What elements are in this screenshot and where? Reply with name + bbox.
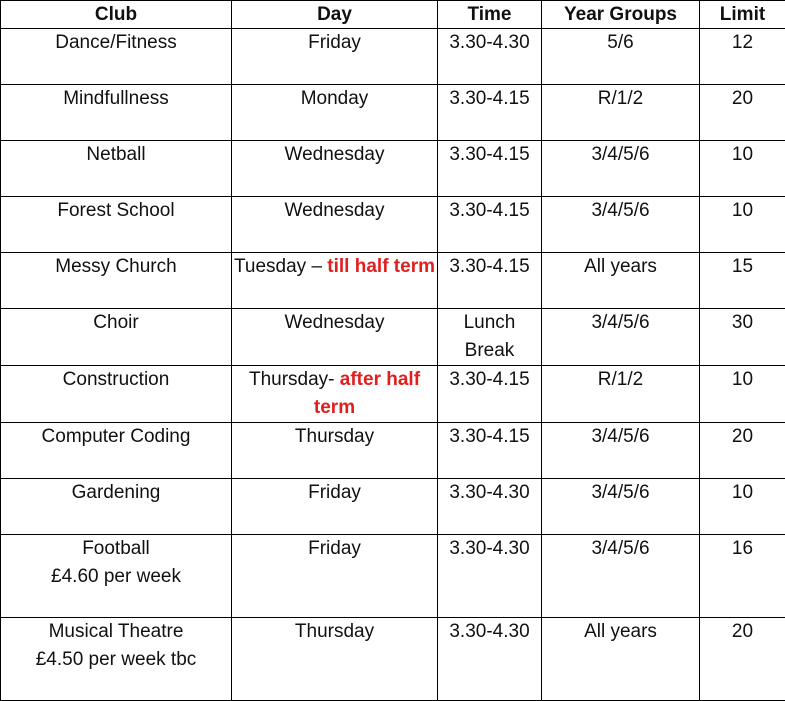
club-cell	[1, 535, 232, 618]
club-price: £4.50 per week tbc	[3, 646, 229, 674]
club-price: £4.60 per week	[3, 563, 229, 591]
table-row	[1, 366, 785, 423]
table-row	[1, 618, 785, 701]
club-name: Gardening	[3, 479, 229, 507]
year-groups-value: 3/4/5/6	[544, 141, 697, 169]
time-cell	[438, 479, 542, 535]
time-cell	[438, 366, 542, 423]
table-row	[1, 423, 785, 479]
year-groups-cell	[542, 85, 700, 141]
time-value: Lunch	[440, 309, 539, 337]
time-value: 3.30-4.15	[440, 253, 539, 281]
day-cell	[232, 535, 438, 618]
time-value: 3.30-4.30	[440, 29, 539, 57]
day-cell	[232, 85, 438, 141]
day-cell	[232, 479, 438, 535]
limit-cell	[700, 535, 785, 618]
day-cell	[232, 197, 438, 253]
table-row	[1, 535, 785, 618]
year-groups-cell	[542, 197, 700, 253]
day-note: till half term	[327, 256, 435, 277]
day-name: Thursday-	[249, 369, 335, 390]
limit-value: 20	[702, 85, 783, 113]
club-cell	[1, 141, 232, 197]
day-with-note	[234, 256, 435, 277]
day-name: Friday	[234, 29, 435, 57]
limit-value: 10	[702, 366, 783, 394]
day-name: Monday	[234, 85, 435, 113]
club-name: Dance/Fitness	[3, 29, 229, 57]
day-name: Tuesday –	[234, 256, 322, 277]
header-year-groups: Year Groups	[542, 1, 700, 29]
header-time: Time	[438, 1, 542, 29]
limit-value: 10	[702, 197, 783, 225]
year-groups-value: 3/4/5/6	[544, 535, 697, 563]
year-groups-value: 3/4/5/6	[544, 197, 697, 225]
year-groups-value: 3/4/5/6	[544, 423, 697, 451]
limit-value: 12	[702, 29, 783, 57]
limit-cell	[700, 85, 785, 141]
club-name: Computer Coding	[3, 423, 229, 451]
time-value: 3.30-4.30	[440, 479, 539, 507]
year-groups-value: 3/4/5/6	[544, 309, 697, 337]
limit-cell	[700, 309, 785, 366]
time-value: 3.30-4.30	[440, 618, 539, 646]
table-row	[1, 309, 785, 366]
club-cell	[1, 309, 232, 366]
time-value: 3.30-4.30	[440, 535, 539, 563]
time-value: 3.30-4.15	[440, 366, 539, 394]
time-value-line2: Break	[440, 337, 539, 365]
header-day: Day	[232, 1, 438, 29]
limit-value: 20	[702, 618, 783, 646]
limit-cell	[700, 423, 785, 479]
year-groups-value: 5/6	[544, 29, 697, 57]
club-cell	[1, 618, 232, 701]
limit-cell	[700, 479, 785, 535]
day-with-note	[249, 369, 420, 418]
limit-cell	[700, 197, 785, 253]
header-limit: Limit	[700, 1, 785, 29]
year-groups-cell	[542, 535, 700, 618]
year-groups-cell	[542, 141, 700, 197]
club-name: Netball	[3, 141, 229, 169]
time-cell	[438, 253, 542, 309]
day-cell	[232, 253, 438, 309]
table-row	[1, 141, 785, 197]
day-note: after half term	[314, 369, 420, 418]
limit-cell	[700, 618, 785, 701]
club-cell	[1, 366, 232, 423]
time-value: 3.30-4.15	[440, 141, 539, 169]
limit-value: 30	[702, 309, 783, 337]
limit-value: 10	[702, 479, 783, 507]
time-cell	[438, 535, 542, 618]
table-row	[1, 197, 785, 253]
club-name: Choir	[3, 309, 229, 337]
club-cell	[1, 423, 232, 479]
limit-value: 20	[702, 423, 783, 451]
limit-value: 16	[702, 535, 783, 563]
year-groups-cell	[542, 423, 700, 479]
club-cell	[1, 197, 232, 253]
limit-value: 10	[702, 141, 783, 169]
day-cell	[232, 423, 438, 479]
header-row	[1, 1, 785, 29]
day-name: Thursday	[234, 618, 435, 646]
year-groups-cell	[542, 29, 700, 85]
club-name: Football	[3, 535, 229, 563]
time-cell	[438, 197, 542, 253]
time-cell	[438, 85, 542, 141]
year-groups-cell	[542, 479, 700, 535]
day-name: Thursday	[234, 423, 435, 451]
limit-cell	[700, 29, 785, 85]
time-cell	[438, 141, 542, 197]
table-row	[1, 479, 785, 535]
year-groups-cell	[542, 366, 700, 423]
table-row	[1, 29, 785, 85]
time-cell	[438, 423, 542, 479]
year-groups-value: R/1/2	[544, 366, 697, 394]
day-name: Wednesday	[234, 141, 435, 169]
day-name: Wednesday	[234, 197, 435, 225]
year-groups-value: 3/4/5/6	[544, 479, 697, 507]
limit-value: 15	[702, 253, 783, 281]
day-name: Wednesday	[234, 309, 435, 337]
club-cell	[1, 253, 232, 309]
header-club: Club	[1, 1, 232, 29]
club-cell	[1, 85, 232, 141]
time-value: 3.30-4.15	[440, 423, 539, 451]
limit-cell	[700, 366, 785, 423]
year-groups-value: All years	[544, 618, 697, 646]
club-name: Construction	[3, 366, 229, 394]
day-cell	[232, 29, 438, 85]
club-cell	[1, 479, 232, 535]
year-groups-value: All years	[544, 253, 697, 281]
club-cell	[1, 29, 232, 85]
day-cell	[232, 309, 438, 366]
day-name: Friday	[234, 479, 435, 507]
limit-cell	[700, 253, 785, 309]
time-cell	[438, 618, 542, 701]
year-groups-value: R/1/2	[544, 85, 697, 113]
time-cell	[438, 29, 542, 85]
club-name: Mindfullness	[3, 85, 229, 113]
time-value: 3.30-4.15	[440, 197, 539, 225]
table-row	[1, 253, 785, 309]
year-groups-cell	[542, 253, 700, 309]
table-row	[1, 85, 785, 141]
year-groups-cell	[542, 309, 700, 366]
time-cell	[438, 309, 542, 366]
club-name: Messy Church	[3, 253, 229, 281]
club-name: Forest School	[3, 197, 229, 225]
day-cell	[232, 366, 438, 423]
day-cell	[232, 618, 438, 701]
time-value: 3.30-4.15	[440, 85, 539, 113]
limit-cell	[700, 141, 785, 197]
day-name: Friday	[234, 535, 435, 563]
club-name: Musical Theatre	[3, 618, 229, 646]
year-groups-cell	[542, 618, 700, 701]
day-cell	[232, 141, 438, 197]
